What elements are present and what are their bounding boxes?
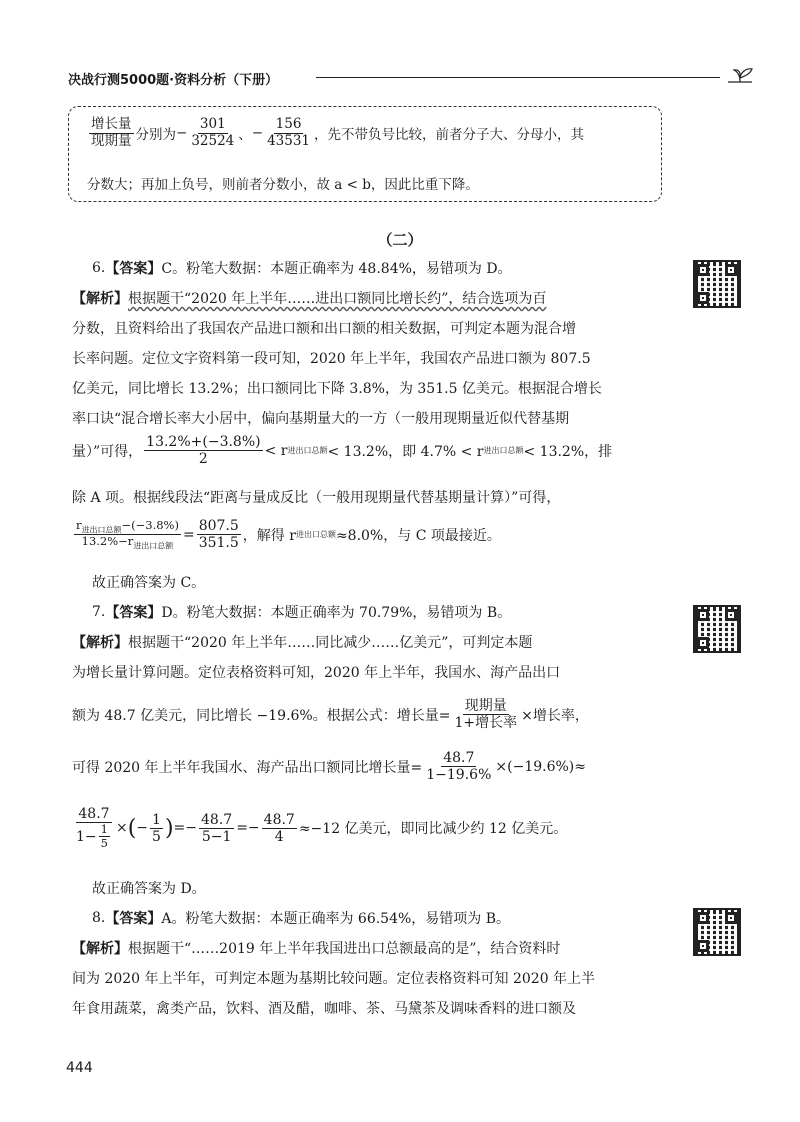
ratio-label-fraction: $\frac{\text{增长量}}{\text{现期量}}$ bbox=[91, 116, 132, 149]
ratio-fraction: $\frac{807.5}{351.5}$ bbox=[198, 518, 239, 552]
export-fraction: $\frac{48.7}{1-19.6\%}$ bbox=[426, 750, 492, 784]
q8-analysis-line-3: 年食用蔬菜，禽类产品，饮料、酒及醋，咖啡、茶、马黛茶及调味香料的进口额及 bbox=[72, 1001, 576, 1017]
q6-analysis-line-8: $\frac{r_{进出口总额}-(-3.8\%)}{13.2\%-r_{进出口总额}}$ = $\frac{807.5}{351.5}$ ，解得 r 进出口总额 ≈8.0%，与 C 项最接近。 bbox=[76, 517, 501, 552]
qr-code-icon[interactable] bbox=[693, 908, 741, 956]
page-number: 444 bbox=[66, 1060, 93, 1076]
q6-analysis-line-5: 率口诀“混合增长率大小居中，偏向基期量大的一方（一般用现期量近似代替基期 bbox=[72, 411, 570, 427]
running-header bbox=[68, 62, 758, 92]
q8-analysis-line-2: 间为 2020 年上半年，可判定本题为基期比较问题。定位表格资料可知 2020 年上半 bbox=[72, 971, 596, 987]
q6-answer-line: 6. 【答案】 C。粉笔大数据：本题正确率为 48.84%，易错项为 D。 bbox=[92, 260, 512, 277]
qr-code-icon[interactable] bbox=[693, 605, 741, 653]
q6-analysis-line-4: 亿美元，同比增长 13.2%；出口额同比下降 3.8%，为 351.5 亿美元。根据混合增长 bbox=[72, 381, 602, 397]
q8-analysis-line-1: 【解析】 根据题干“……2019 年上半年我国进出口总额最高的是”，结合资料时 bbox=[72, 938, 560, 958]
fraction-1: $\frac{301}{32524}$ bbox=[191, 116, 235, 149]
q7-analysis-line-4: 可得 2020 年上半年我国水、海产品出口额同比增长量= $\frac{48.7}{1-19.6\%}$ ×(−19.6%)≈ bbox=[72, 750, 586, 784]
q6-analysis-line-1: 【解析】 根据题干“2020 年上半年……进出口额同比增长约”，结合选项为百 bbox=[72, 288, 546, 308]
answer-tag: 【答案】 bbox=[105, 911, 162, 927]
q7-analysis-line-1: 【解析】 根据题干“2020 年上半年……同比减少……亿美元”，可判定本题 bbox=[72, 632, 532, 652]
analysis-tag: 【解析】 bbox=[72, 291, 128, 307]
book-title: 决战行测5000题·资料分析（下册） bbox=[68, 73, 279, 88]
note-box bbox=[68, 106, 662, 202]
segment-fraction: $\frac{r_{进出口总额}-(-3.8\%)}{13.2\%-r_{进出口总额}}$ bbox=[76, 517, 179, 551]
section-title: （二） bbox=[377, 231, 423, 249]
q6-analysis-line-3: 长率问题。定位文字资料第一段可知，2020 年上半年，我国农产品进口额为 807.5 bbox=[72, 351, 591, 367]
note-line-2: 分数大；再加上负号，则前者分数小，故 a < b，因此比重下降。 bbox=[87, 177, 479, 193]
answer-tag: 【答案】 bbox=[105, 605, 162, 621]
approx-fraction: 48.7 1− $\frac{1}{5}$ bbox=[76, 806, 110, 851]
q6-conclusion: 故正确答案为 C。 bbox=[92, 575, 206, 591]
q6-analysis-line-7: 除 A 项。根据线段法“距离与量成反比（一般用现期量代替基期量计算）”可得， bbox=[72, 490, 561, 506]
q7-conclusion: 故正确答案为 D。 bbox=[92, 881, 206, 897]
analysis-tag: 【解析】 bbox=[72, 941, 128, 957]
q7-analysis-line-3: 额为 48.7 亿美元，同比增长 −19.6%。根据公式：增长量= $\frac{\text{现期量}}{\text{1+增长率}}$ ×增长率， bbox=[72, 698, 589, 732]
q6-analysis-line-6: 量）”可得， $\frac{13.2\%+(-3.8\%)}{2}$ < r 进出口总额 < 13.2%，即 4.7% < r 进出口总额 < 13.2%，排 bbox=[72, 434, 613, 468]
q7-analysis-line-2: 为增长量计算问题。定位表格资料可知，2020 年上半年，我国水、海产品出口 bbox=[72, 665, 561, 681]
mixed-growth-fraction: $\frac{13.2\%+(-3.8\%)}{2}$ bbox=[146, 434, 261, 468]
fraction-2: $\frac{156}{43531}$ bbox=[267, 116, 311, 149]
q8-answer-line: 8. 【答案】 A。粉笔大数据：本题正确率为 66.54%，易错项为 B。 bbox=[92, 910, 511, 927]
q7-answer-line: 7. 【答案】 D。粉笔大数据：本题正确率为 70.79%，易错项为 B。 bbox=[92, 604, 512, 621]
q7-analysis-line-5: 48.7 1− $\frac{1}{5}$ × ( − $\frac{1}{5}$ ) =− $\frac{48.7}{5-1}$ =− $\frac{48.7}{4}$ ≈−12 亿美元，即同比减少约 12 亿美元。 bbox=[76, 806, 568, 851]
formula-fraction: $\frac{\text{现期量}}{\text{1+增长率}}$ bbox=[454, 698, 518, 732]
qr-code-icon[interactable] bbox=[693, 260, 741, 308]
q6-analysis-line-2: 分数，且资料给出了我国农产品进口额和出口额的相关数据，可判定本题为混合增 bbox=[72, 321, 576, 337]
analysis-tag: 【解析】 bbox=[72, 635, 128, 651]
note-line-1: $\frac{\text{增长量}}{\text{现期量}}$ 分别为 − $\frac{301}{32524}$ 、 − $\frac{156}{43531}$ ，先不带负号比较，前者分子大、分母小，其 bbox=[91, 116, 585, 149]
sprout-icon bbox=[722, 62, 758, 90]
answer-tag: 【答案】 bbox=[105, 261, 162, 277]
header-rule bbox=[316, 77, 720, 78]
